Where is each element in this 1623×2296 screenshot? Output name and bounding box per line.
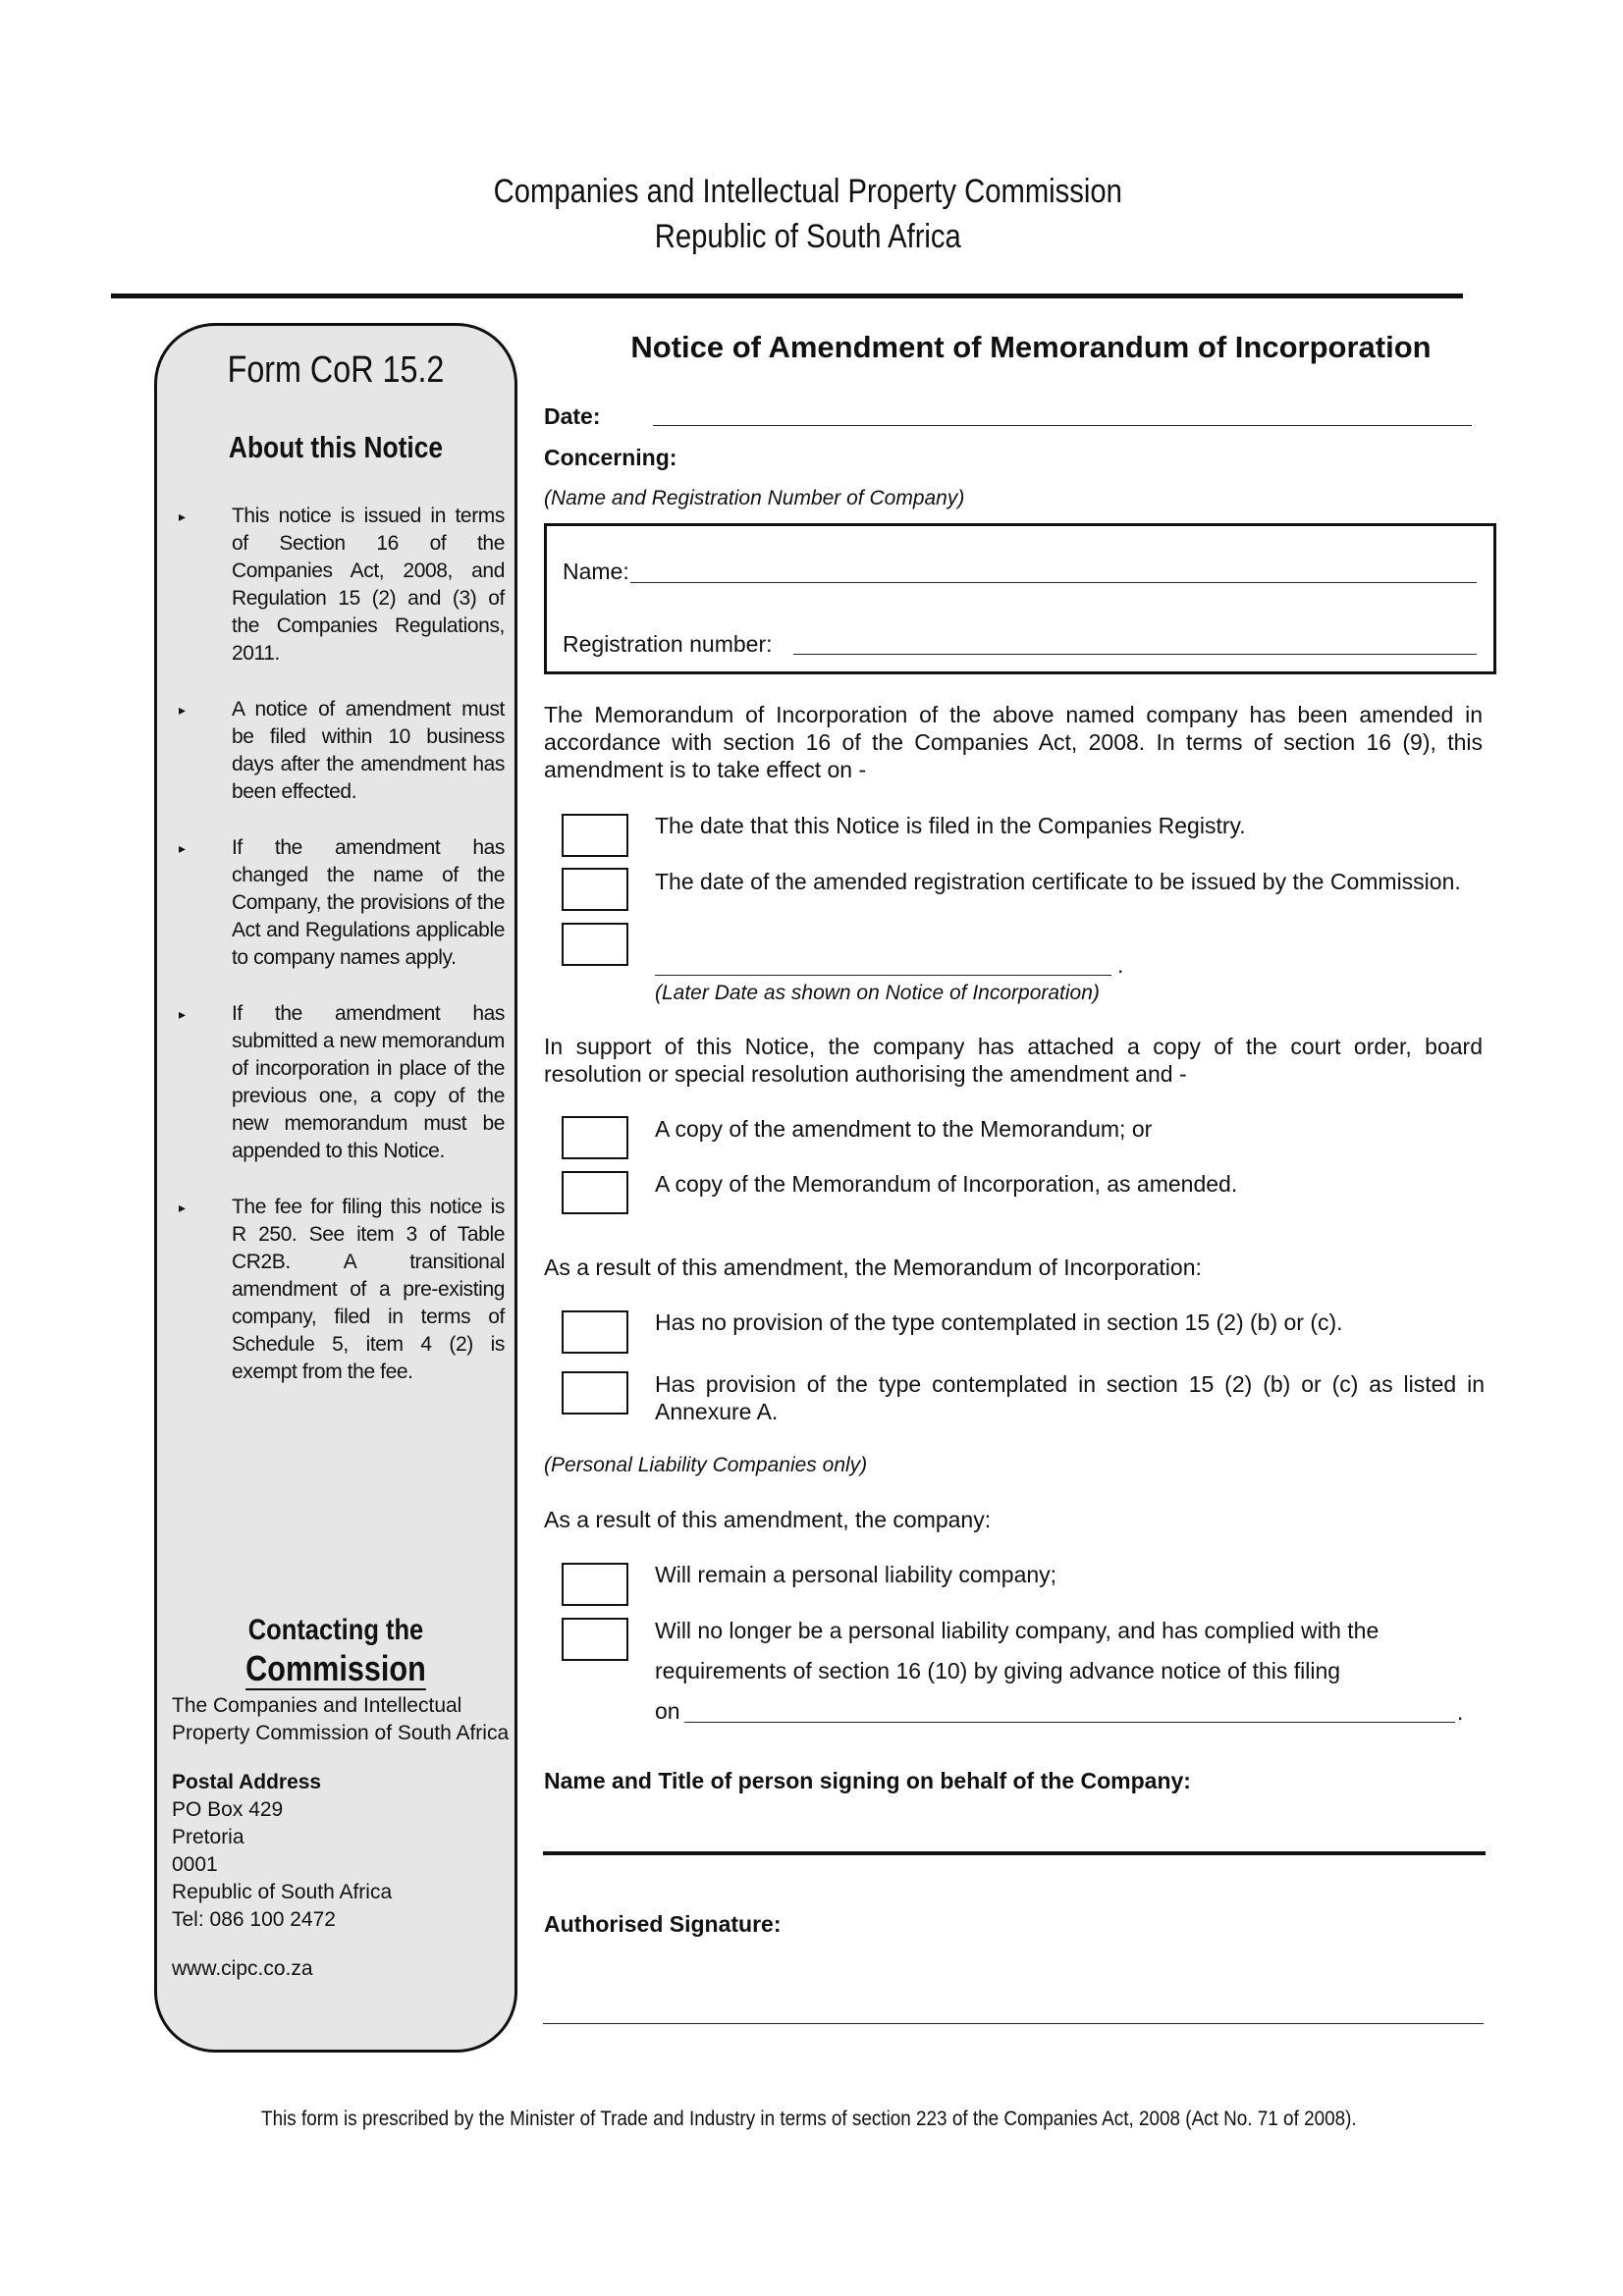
postal-line: Pretoria bbox=[172, 1826, 244, 1848]
concerning-label: Concerning: bbox=[544, 445, 677, 470]
postal-line: Republic of South Africa bbox=[172, 1881, 393, 1903]
company-result-intro: As a result of this amendment, the company: bbox=[544, 1507, 992, 1532]
contact-heading-2: Commission bbox=[245, 1648, 426, 1688]
date-label: Date: bbox=[544, 403, 601, 429]
registration-number-field[interactable] bbox=[793, 654, 1477, 655]
later-date-note: (Later Date as shown on Notice of Incorporation) bbox=[655, 982, 1100, 1004]
postal-line: PO Box 429 bbox=[172, 1798, 284, 1821]
about-item: ▸ If the amendment has submitted a new memorandum of incorporation in place of the previous one, a copy of the new memorandum must be appended to this Notice. bbox=[179, 1002, 505, 1162]
bullet-icon: ▸ bbox=[179, 702, 186, 718]
plc-option-no-longer-line2: requirements of section 16 (10) by giving advance notice of this filing bbox=[655, 1658, 1341, 1683]
date-field[interactable] bbox=[653, 425, 1472, 426]
about-list bbox=[171, 503, 505, 1415]
checkbox-no-longer-plc[interactable] bbox=[562, 1618, 628, 1661]
contact-organisation: The Companies and Intellectual Property Commission of South Africa bbox=[172, 1694, 510, 1744]
result-option-has-provision: Has provision of the type contemplated in section 15 (2) (b) or (c) as listed in Annexure A. bbox=[655, 1371, 1485, 1424]
contact-details bbox=[172, 1692, 511, 1983]
plc-option-no-longer-line1: Will no longer be a personal liability company, and has complied with the bbox=[655, 1618, 1380, 1643]
checkbox-has-provision[interactable] bbox=[562, 1371, 628, 1415]
supporting-documents-intro: In support of this Notice, the company has attached a copy of the court order, board resolution or special resolution authorising the amendment and - bbox=[544, 1034, 1483, 1087]
on-label: on bbox=[655, 1698, 680, 1724]
effect-option-certificate-date: The date of the amended registration certificate to be issued by the Commission. bbox=[655, 869, 1461, 894]
name-label: Name: bbox=[563, 559, 629, 584]
postal-address-label: Postal Address bbox=[172, 1771, 322, 1793]
checkbox-remain-plc[interactable] bbox=[562, 1563, 628, 1606]
bullet-icon: ▸ bbox=[179, 1006, 186, 1022]
website-link[interactable]: www.cipc.co.za bbox=[172, 1957, 313, 1980]
prescription-footer: This form is prescribed by the Minister of Trade and Industry in terms of section 223 of the Companies Act, 2008 (Act No. 71 of 2008). bbox=[261, 2108, 1357, 2130]
info-sidebar bbox=[154, 323, 517, 2053]
bullet-icon: ▸ bbox=[179, 1200, 186, 1215]
about-item: ▸ A notice of amendment must be filed within 10 business days after the amendment has been effected. bbox=[179, 698, 505, 803]
checkbox-no-provision[interactable] bbox=[562, 1310, 628, 1354]
later-date-period: . bbox=[1117, 952, 1124, 978]
plc-option-remain: Will remain a personal liability company; bbox=[655, 1562, 1057, 1587]
checkbox-effect-later-date[interactable] bbox=[562, 923, 628, 966]
support-option-amendment: A copy of the amendment to the Memorandum; or bbox=[655, 1116, 1153, 1142]
about-item: ▸ The fee for filing this notice is R 250. See item 3 of Table CR2B. A transitional amendment of a pre-existing company, filed in terms of Schedule 5, item 4 (2) is exempt from the fee. bbox=[179, 1196, 505, 1383]
checkbox-copy-amendment[interactable] bbox=[562, 1116, 628, 1159]
bullet-icon: ▸ bbox=[179, 508, 186, 524]
signature-label: Authorised Signature: bbox=[544, 1911, 782, 1937]
postal-line: 0001 bbox=[172, 1853, 218, 1876]
signer-name-field[interactable] bbox=[543, 1851, 1486, 1855]
signature-field[interactable] bbox=[543, 2023, 1484, 2024]
form-number: Form CoR 15.2 bbox=[227, 349, 445, 391]
effect-option-filing-date: The date that this Notice is filed in the Companies Registry. bbox=[655, 813, 1246, 838]
later-date-field[interactable] bbox=[655, 975, 1111, 976]
result-option-no-provision: Has no provision of the type contemplated in section 15 (2) (b) or (c). bbox=[655, 1309, 1343, 1335]
signer-label: Name and Title of person signing on behalf of the Company: bbox=[544, 1768, 1191, 1793]
support-option-memorandum: A copy of the Memorandum of Incorporation, as amended. bbox=[655, 1171, 1238, 1197]
header-country: Republic of South Africa bbox=[654, 218, 961, 255]
concerning-note: (Name and Registration Number of Company) bbox=[544, 487, 965, 509]
checkbox-effect-filing-date[interactable] bbox=[562, 814, 628, 857]
checkbox-effect-certificate-date[interactable] bbox=[562, 868, 628, 911]
about-heading: About this Notice bbox=[228, 430, 444, 464]
bullet-icon: ▸ bbox=[179, 840, 186, 856]
checkbox-copy-memorandum[interactable] bbox=[562, 1171, 628, 1214]
effective-date-intro: The Memorandum of Incorporation of the above named company has been amended in accordance with section 16 of the Companies Act, 2008. In terms of section 16 (9), this amendment is to take effect on - bbox=[544, 702, 1483, 782]
phone-number: Tel: 086 100 2472 bbox=[172, 1908, 336, 1931]
contact-heading: Contacting the bbox=[247, 1614, 424, 1646]
form-title: Notice of Amendment of Memorandum of Incorporation bbox=[630, 330, 1432, 364]
company-name-field[interactable] bbox=[630, 582, 1477, 583]
document-header bbox=[110, 169, 1506, 259]
registration-label: Registration number: bbox=[563, 631, 773, 657]
header-rule bbox=[111, 294, 1463, 298]
personal-liability-note: (Personal Liability Companies only) bbox=[544, 1454, 868, 1476]
about-item: ▸ This notice is issued in terms of Section 16 of the Companies Act, 2008, and Regulation 15 (2) and (3) of the Companies Regulations, 2011. bbox=[179, 505, 505, 665]
memorandum-result-intro: As a result of this amendment, the Memorandum of Incorporation: bbox=[544, 1255, 1202, 1280]
header-organisation: Companies and Intellectual Property Commission bbox=[493, 173, 1122, 210]
notice-date-period: . bbox=[1457, 1699, 1464, 1725]
notice-date-field[interactable] bbox=[684, 1722, 1455, 1723]
about-item: ▸ If the amendment has changed the name of the Company, the provisions of the Act and Regulations applicable to company names apply. bbox=[179, 836, 505, 969]
